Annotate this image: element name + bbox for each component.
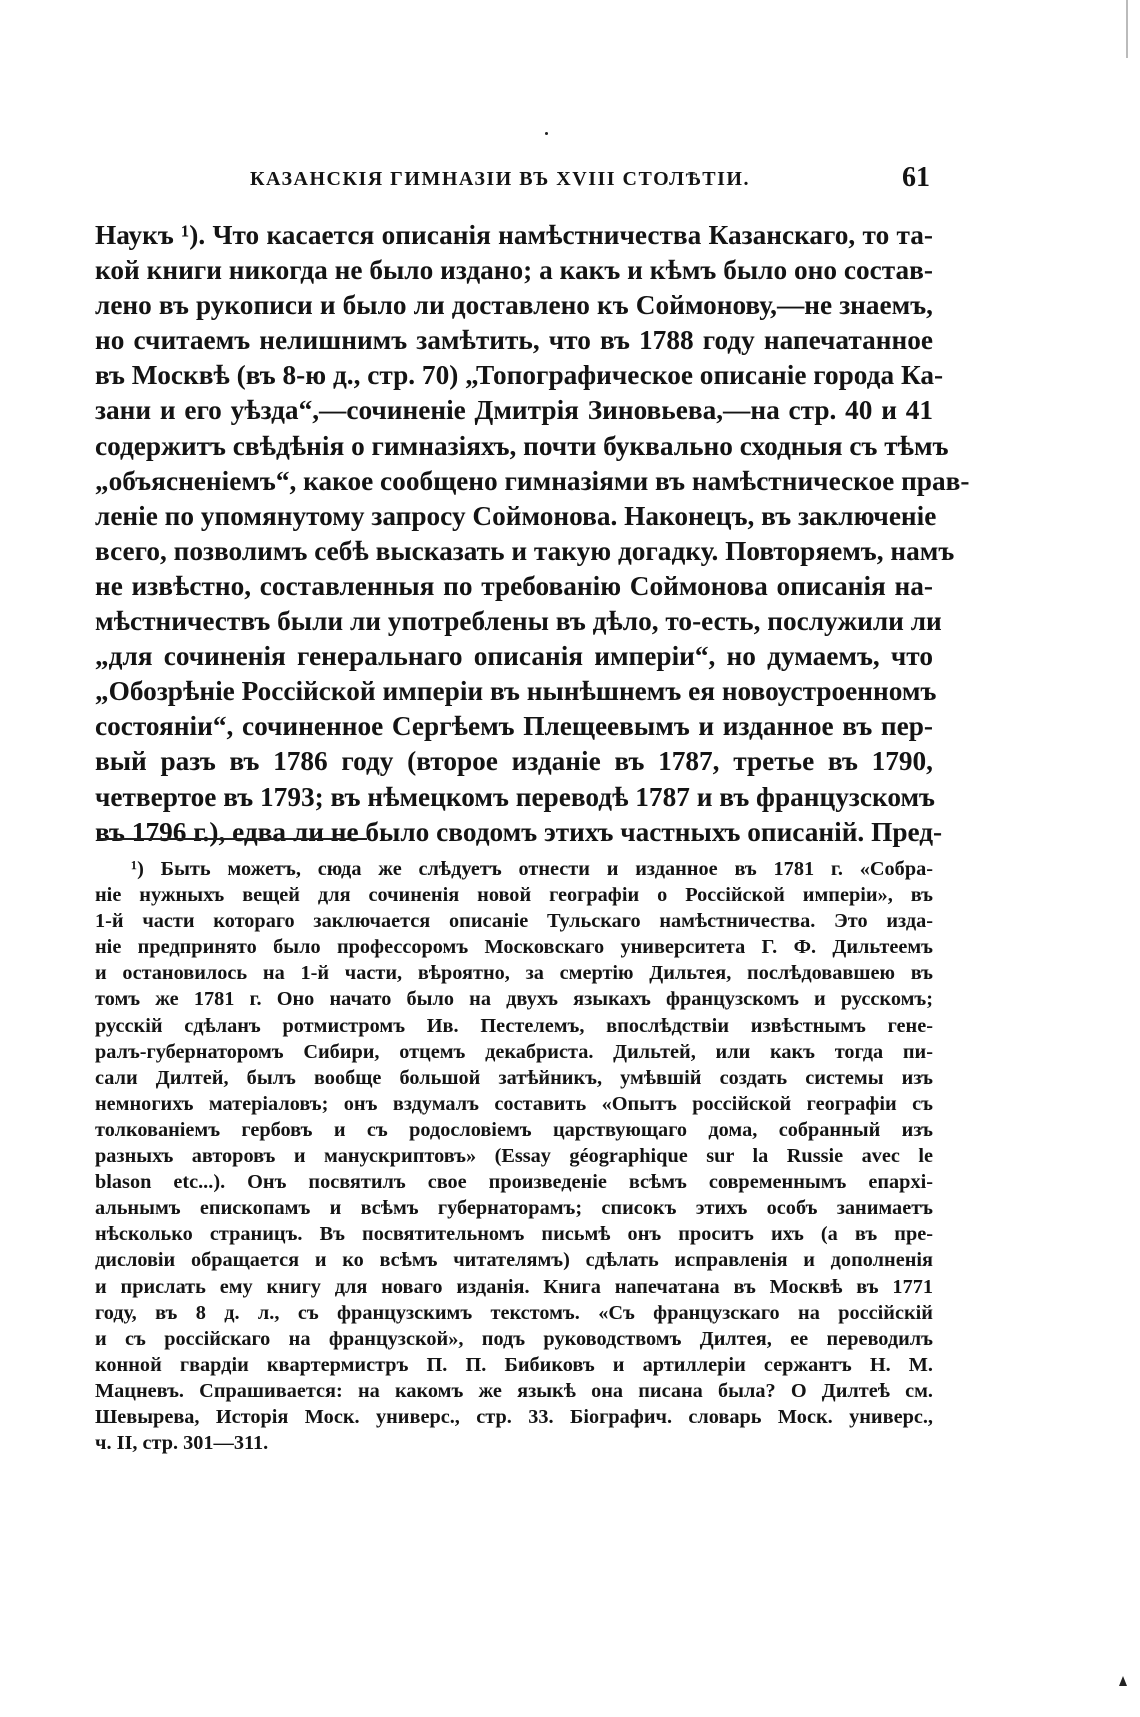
text-line: состояніи“, сочиненное Сергѣемъ Плещеевымъ и изданное въ пер- [95, 711, 933, 742]
text-line: лено въ рукописи и было ли доставлено къ Соймонову,—не знаемъ, [95, 290, 933, 321]
running-head: КАЗАНСКІЯ ГИМНАЗІИ ВЪ XVIII СТОЛѢТІИ. [250, 168, 750, 190]
text-line: содержитъ свѣдѣнія о гимназіяхъ, почти буквально сходныя съ тѣмъ [95, 430, 949, 461]
text-line: Наукъ ¹). Что касается описанія намѣстничества Казанскаго, то та- [95, 220, 933, 250]
footnote-line: альнымъ епископамъ и всѣмъ губернаторамъ; списокъ этихъ особъ занимаетъ [95, 1197, 933, 1220]
footnote-line: и съ россійскаго на французской», подъ руководствомъ Дилтея, ее переводилъ [95, 1327, 933, 1350]
footnote-line: 1-й части котораго заключается описаніе Тульскаго намѣстничества. Это изда- [95, 910, 933, 933]
footnote-line: сали Дилтей, былъ вообще большой затѣйникъ, умѣвшій создать системы изъ [95, 1066, 933, 1089]
footnote-line: дисловіи обращается и ко всѣмъ читателямъ) сдѣлать исправленія и дополненія [95, 1249, 933, 1272]
footnote-line: blason etc...). Онъ посвятилъ свое произведеніе всѣмъ современнымъ епархі- [95, 1171, 933, 1194]
footnote-line: Шевырева, Исторія Моск. универс., стр. 33. Біографич. словарь Моск. универс., [95, 1405, 933, 1428]
text-line: не извѣстно, составленныя по требованію Соймонова описанія на- [95, 570, 933, 601]
footnote-line: и прислать ему книгу для новаго изданія. Книга напечатана въ Москвѣ въ 1771 [95, 1275, 933, 1298]
page-number: 61 [902, 162, 930, 193]
text-line: „объясненіемъ“, какое сообщено гимназіями въ намѣстническое прав- [95, 465, 970, 496]
footnote-line: ніе предпринято было профессоромъ Московскаго университета Г. Ф. Дильтеемъ [95, 936, 933, 959]
footnote-line: толкованіемъ гербовъ и съ родословіемъ царствующаго дома, собранный изъ [95, 1118, 933, 1141]
text-line: всего, позволимъ себѣ высказать и такую догадку. Повторяемъ, намъ [95, 535, 955, 566]
footnote-line: томъ же 1781 г. Оно начато было на двухъ языкахъ французскомъ и русскомъ; [95, 988, 933, 1011]
footnote-line: разныхъ авторовъ и манускриптовъ» (Essay géographique sur la Russie avec le [95, 1145, 933, 1168]
footnote-line: и остановилось на 1-й части, вѣроятно, за смертію Дильтея, послѣдовавшею въ [95, 962, 933, 985]
footnote-line: ч. II, стр. 301—311. [95, 1432, 269, 1455]
footnote-line: ніе нужныхъ вещей для сочиненія новой географіи о Россійской имперіи», въ [95, 884, 933, 907]
text-line: четвертое въ 1793; въ нѣмецкомъ переводѣ 1787 и въ французскомъ [95, 781, 935, 812]
text-line: въ Москвѣ (въ 8-ю д., стр. 70) „Топографическое описаніе города Ка- [95, 360, 944, 391]
page-header [240, 162, 930, 202]
footnote-line: нѣсколько страницъ. Въ посвятительномъ письмѣ онъ проситъ ихъ (а въ пре- [95, 1223, 933, 1246]
footnote-line: ¹) Быть можетъ, сюда же слѣдуетъ отнести и изданное въ 1781 г. «Собра- [131, 858, 933, 880]
footnote-line: конной гвардіи квартермистръ П. П. Бибиковъ и артиллеріи сержантъ Н. М. [95, 1353, 933, 1376]
corner-mark [1119, 1676, 1127, 1686]
footnote-line: немногихъ матеріаловъ; онъ вздумалъ составить «Опытъ россійской географіи съ [95, 1092, 933, 1115]
text-line: но считаемъ нелишнимъ замѣтить, что въ 1788 году напечатанное [95, 325, 933, 356]
ink-dot [545, 132, 548, 135]
main-text [95, 218, 970, 850]
text-line: зани и его уѣзда“,—сочиненіе Дмитрія Зиновьева,—на стр. 40 и 41 [95, 395, 933, 426]
footnote-divider [97, 838, 367, 840]
text-line: „для сочиненія генеральнаго описанія имперіи“, но думаемъ, что [95, 641, 933, 672]
text-line: въ 1796 г.), едва ли не было сводомъ этихъ частныхъ описаній. Пред- [95, 816, 943, 847]
text-line: вый разъ въ 1786 году (второе изданіе въ 1787, третье въ 1790, [95, 746, 933, 777]
scan-edge-mark [1126, 0, 1128, 58]
text-line: кой книги никогда не было издано; а какъ и кѣмъ было оно состав- [95, 255, 933, 286]
text-line: мѣстничествъ были ли употреблены въ дѣло, то-есть, послужили ли [95, 606, 942, 637]
text-line: „Обозрѣніе Россійской имперіи въ нынѣшнемъ ея новоустроенномъ [95, 676, 937, 707]
footnote [95, 856, 933, 1456]
footnote-line: Мацневъ. Спрашивается: на какомъ же языкѣ она писана была? О Дилтеѣ см. [95, 1379, 933, 1402]
text-line: леніе по упомянутому запросу Соймонова. Наконецъ, въ заключеніе [95, 500, 937, 531]
footnote-line: году, въ 8 д. л., съ французскимъ текстомъ. «Съ французскаго на россійскій [95, 1301, 933, 1324]
footnote-line: ралъ-губернаторомъ Сибири, отцемъ декабриста. Дильтей, или какъ тогда пи- [95, 1040, 933, 1063]
footnote-line: русскій сдѣланъ ротмистромъ Ив. Пестелемъ, впослѣдствіи извѣстнымъ гене- [95, 1014, 933, 1037]
